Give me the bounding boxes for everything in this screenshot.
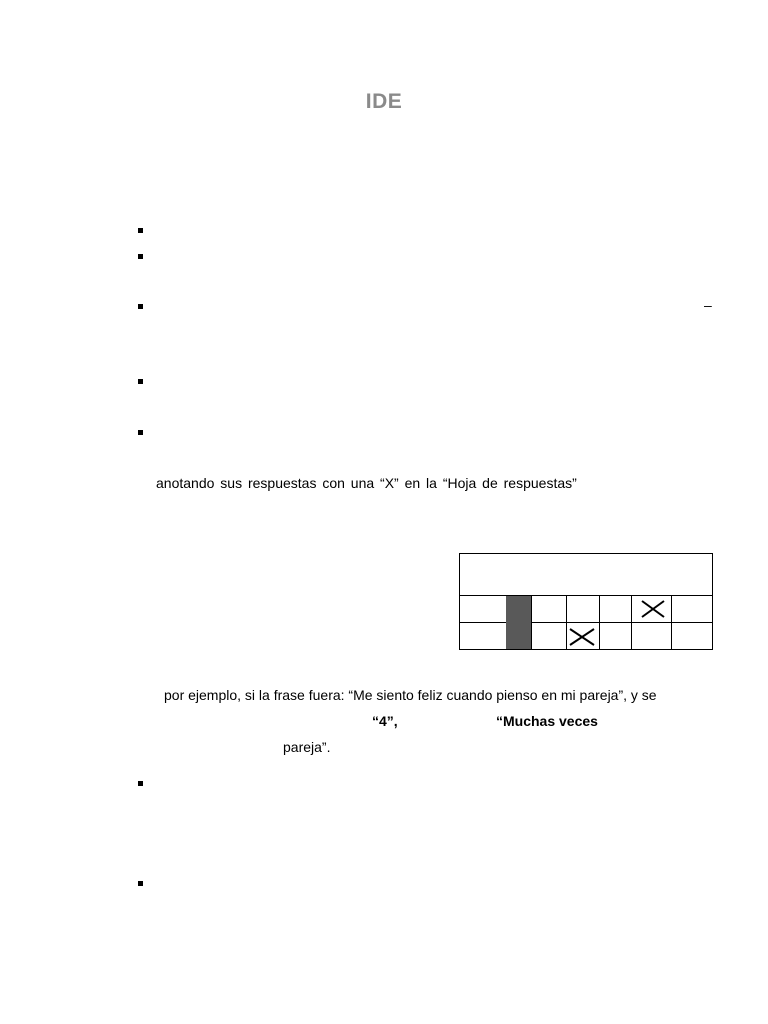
example-value: “4”,: [372, 713, 398, 729]
dash-mark: –: [704, 297, 712, 313]
document-title: IDE: [365, 90, 403, 113]
instruction-text: anotando sus respuestas con una “X” en la “Hoja de respuestas”: [156, 475, 577, 491]
answer-sheet-row-divider: [460, 622, 712, 623]
bullet-marker: [138, 254, 143, 259]
bullet-marker: [138, 228, 143, 233]
x-mark-icon: [568, 627, 596, 647]
answer-sheet-col-divider: [631, 596, 632, 649]
x-mark-icon: [640, 599, 666, 619]
example-option: “Muchas veces: [496, 713, 598, 729]
answer-sheet-shaded-column: [506, 596, 531, 649]
bullet-marker: [138, 304, 143, 309]
answer-sheet-col-divider: [599, 596, 600, 649]
answer-sheet-col-divider: [566, 596, 567, 649]
bullet-marker: [138, 881, 143, 886]
answer-sheet-col-divider: [531, 596, 532, 649]
bullet-marker: [138, 781, 143, 786]
answer-sheet-row-divider: [460, 595, 712, 596]
bullet-marker: [138, 430, 143, 435]
example-line-3: pareja”.: [283, 739, 331, 755]
answer-sheet-example: [459, 553, 713, 650]
example-line-1: por ejemplo, si la frase fuera: “Me siento feliz cuando pienso en mi pareja”, y se: [164, 687, 657, 703]
bullet-marker: [138, 379, 143, 384]
answer-sheet-col-divider: [671, 596, 672, 649]
